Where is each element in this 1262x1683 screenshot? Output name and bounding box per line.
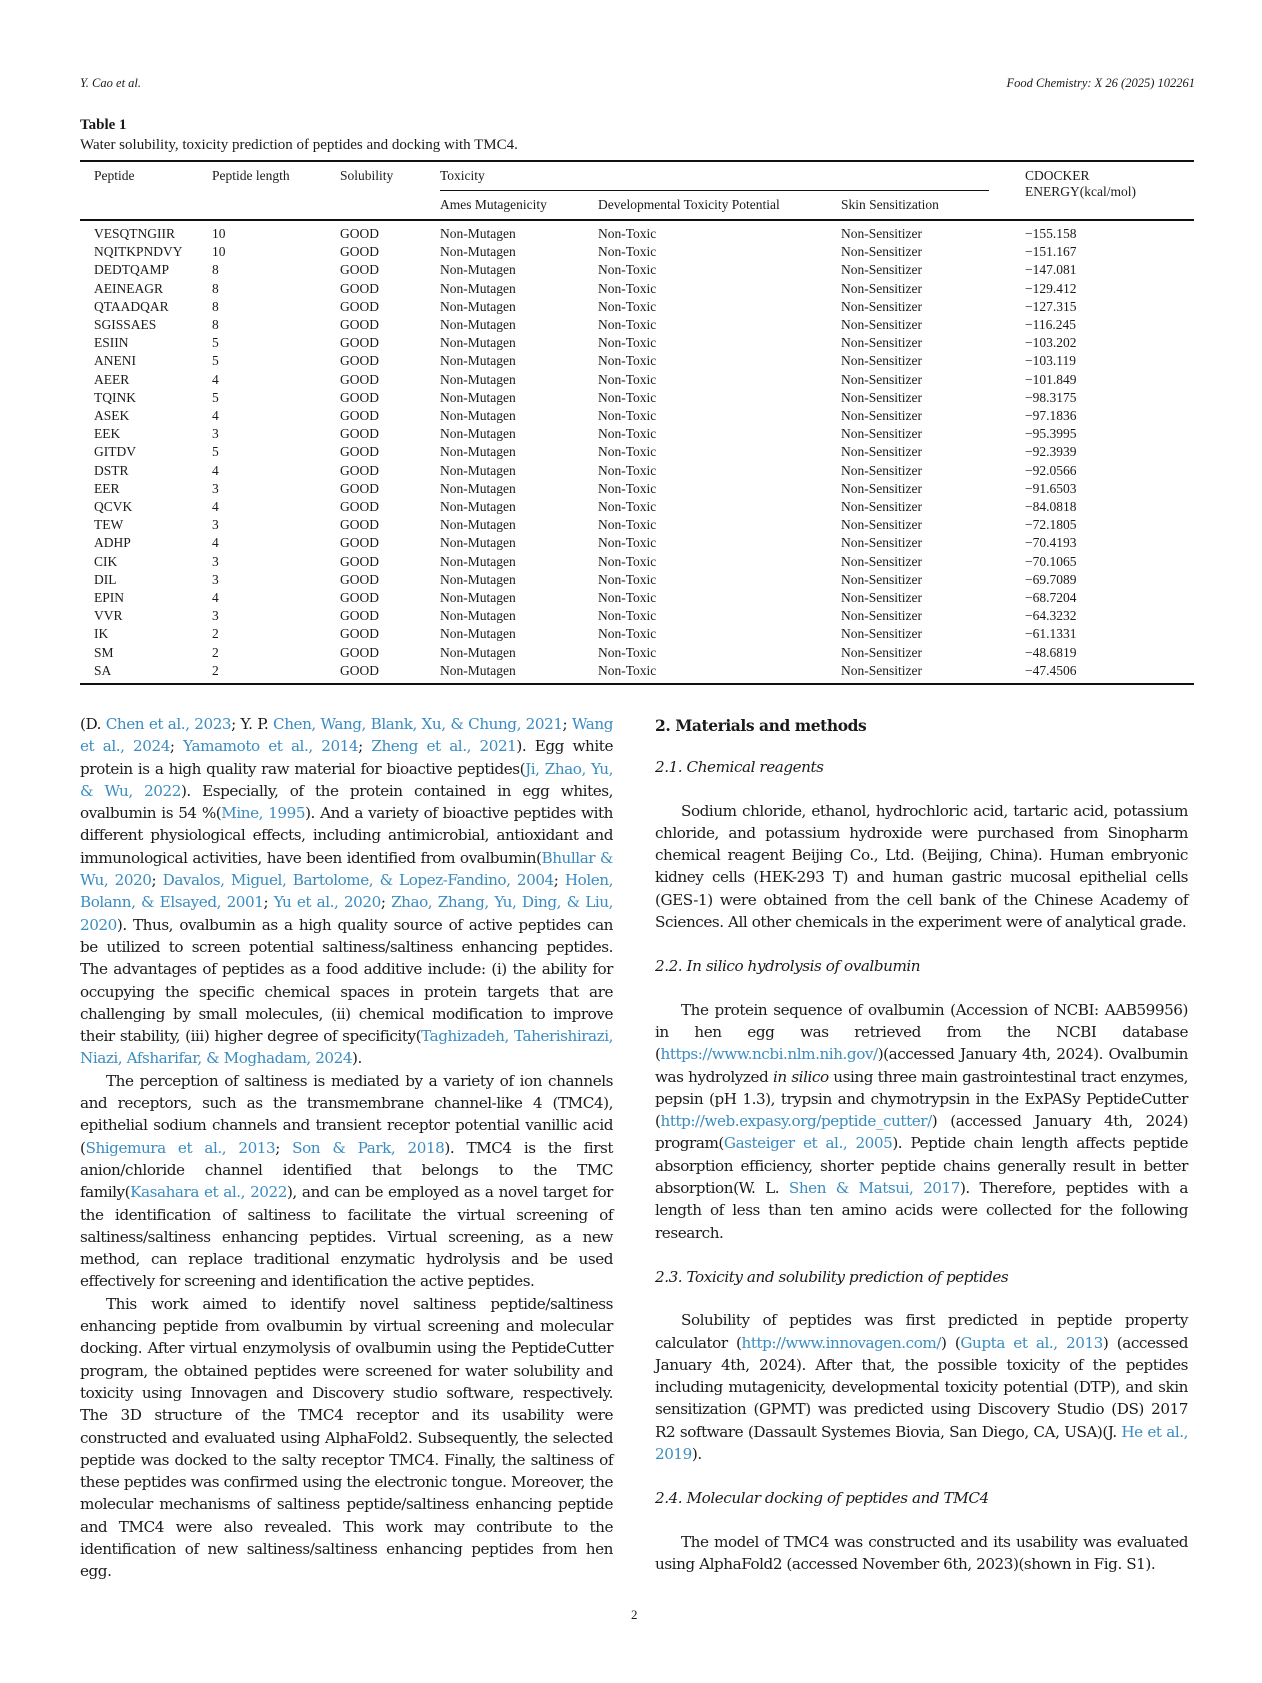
cell-ames: Non-Mutagen xyxy=(440,626,516,642)
cell-cdocker: −129.412 xyxy=(1025,280,1077,296)
cell-ames: Non-Mutagen xyxy=(440,662,598,684)
text-run: ). Therefore, peptides with a length of less than ten amino acids were collected for the following research. xyxy=(655,1179,1188,1242)
text-run: ; xyxy=(562,715,572,733)
cell-peptide: DEDTQAMP xyxy=(94,262,170,278)
text-run: The model of TMC4 was constructed and its usability was evaluated using AlphaFold2 (accessed November 6th, 2023)(shown in Fig. S1). xyxy=(655,1532,1188,1573)
cell-length: 4 xyxy=(212,590,219,606)
citation-link[interactable]: Gupta et al., 2013 xyxy=(960,1333,1103,1352)
table-row xyxy=(80,644,1194,662)
cell-skin: Non-Sensitizer xyxy=(841,626,922,642)
left-column xyxy=(80,713,613,1583)
cell-peptide: NQITKPNDVY xyxy=(94,244,183,260)
cell-peptide: VESQTNGIIR xyxy=(94,226,175,241)
cell-ames: Non-Mutagen xyxy=(440,480,516,496)
intro-paragraph-1 xyxy=(80,713,613,1070)
citation-link[interactable]: http://web.expasy.org/peptide_cutter/ xyxy=(660,1112,932,1131)
cell-ames: Non-Mutagen xyxy=(440,499,516,515)
cell-ames: Non-Mutagen xyxy=(440,517,516,533)
cell-ames: Non-Mutagen xyxy=(440,535,516,551)
cell-solubility: GOOD xyxy=(340,389,379,405)
cell-solubility: GOOD xyxy=(340,317,379,333)
cell-dev-toxicity: Non-Toxic xyxy=(598,244,657,260)
cell-dev-toxicity: Non-Toxic xyxy=(598,408,657,424)
cell-solubility: GOOD xyxy=(340,590,379,606)
cell-peptide: ASEK xyxy=(94,408,130,424)
col-header-ames: Ames Mutagenicity xyxy=(440,191,598,221)
col-header-dev-toxicity: Developmental Toxicity Potential xyxy=(598,191,841,221)
table-row xyxy=(80,534,1194,552)
cell-length: 10 xyxy=(212,226,226,241)
citation-link[interactable]: Zhao, Zhang, Yu, Ding, & Liu, 2020 xyxy=(80,893,614,934)
cell-solubility: GOOD xyxy=(340,262,379,278)
table-row xyxy=(80,607,1194,625)
cell-dev-toxicity: Non-Toxic xyxy=(598,353,657,369)
cell-skin: Non-Sensitizer xyxy=(841,462,922,478)
intro-paragraph-2 xyxy=(80,1070,613,1293)
cell-ames: Non-Mutagen xyxy=(440,389,516,405)
cell-cdocker: −72.1805 xyxy=(1025,517,1077,533)
citation-link[interactable]: Chen, Wang, Blank, Xu, & Chung, 2021 xyxy=(273,715,563,733)
cell-ames: Non-Mutagen xyxy=(440,644,516,660)
cell-skin: Non-Sensitizer xyxy=(841,353,922,369)
cell-ames: Non-Mutagen xyxy=(440,608,516,624)
table-row xyxy=(80,662,1194,684)
intro-paragraph-3 xyxy=(80,1293,613,1583)
cell-peptide: SGISSAES xyxy=(94,317,157,333)
text-run: ). TMC4 is the first anion/chloride channel identified that belongs to the TMC family( xyxy=(80,1138,613,1202)
cell-peptide: VVR xyxy=(94,608,123,624)
cell-dev-toxicity: Non-Toxic xyxy=(598,426,657,442)
text-run: ; Y. P. xyxy=(231,715,274,733)
cell-dev-toxicity: Non-Toxic xyxy=(598,262,657,278)
citation-link[interactable]: Mine, 1995 xyxy=(221,804,306,823)
col-header-solubility: Solubility xyxy=(340,161,440,220)
subsection-heading-2-4: 2.4. Molecular docking of peptides and TMC4 xyxy=(655,1489,989,1508)
cell-ames: Non-Mutagen xyxy=(440,371,516,387)
cell-ames: Non-Mutagen xyxy=(440,226,516,241)
text-run: This work aimed to identify novel saltiness peptide/saltiness enhancing peptide from ovalbumin by virtual screening and molecular docking. After virtual enzymolysis of ovalbumin using the PeptideCutter program, the obtained peptides were screened for water solubility and toxicity using Innovagen and Discovery studio software, respectively. The 3D structure of the TMC4 receptor and its usability were constructed and evaluated using AlphaFold2. Subsequently, the selected peptide was docked to the salty receptor TMC4. Finally, the saltiness of these peptides was confirmed using the electronic tongue. Moreover, the molecular mechanisms of saltiness peptide/saltiness enhancing peptide and TMC4 were also revealed. This work may contribute to the identification of new saltiness/saltiness enhancing peptides from hen egg. xyxy=(80,1294,613,1581)
table-row xyxy=(80,480,1194,498)
cell-cdocker: −48.6819 xyxy=(1025,644,1077,660)
citation-link[interactable]: Holen, Bolann, & Elsayed, 2001 xyxy=(80,871,613,912)
cell-cdocker: −92.3939 xyxy=(1025,444,1077,460)
table-row xyxy=(80,298,1194,316)
text-run: ) (accessed January 4th, 2024). After that, the possible toxicity of the peptides including mutagenicity, developmental toxicity potential (DTP), and skin sensitization (GPMT) was predicted using Discovery Studio (DS) 2017 R2 software (Dassault Systemes Biovia, San Diego, CA, USA)(J. xyxy=(655,1333,1188,1441)
cell-length: 5 xyxy=(212,335,219,351)
cell-solubility: GOOD xyxy=(340,226,379,241)
cell-cdocker: −101.849 xyxy=(1025,371,1077,387)
cell-cdocker: −95.3995 xyxy=(1025,426,1077,442)
cell-skin: Non-Sensitizer xyxy=(841,517,922,533)
cell-skin: Non-Sensitizer xyxy=(841,480,922,496)
cell-skin: Non-Sensitizer xyxy=(841,408,922,424)
cell-skin: Non-Sensitizer xyxy=(841,371,922,387)
table-row xyxy=(80,316,1194,334)
cell-dev-toxicity: Non-Toxic xyxy=(598,389,657,405)
cell-length: 2 xyxy=(212,626,219,642)
text-run: Solubility of peptides was first predicted in peptide property calculator ( xyxy=(655,1311,1188,1352)
text-run: using three main gastrointestinal tract enzymes, pepsin (pH 1.3), trypsin and chymotrypsin in the ExPASy PeptideCutter ( xyxy=(655,1067,1189,1131)
cell-peptide: ANENI xyxy=(94,353,136,369)
cell-dev-toxicity: Non-Toxic xyxy=(598,280,657,296)
cell-solubility: GOOD xyxy=(340,280,379,296)
section-heading-materials: 2. Materials and methods xyxy=(655,716,867,735)
paragraph-molecular-docking xyxy=(655,1531,1188,1576)
cell-solubility: GOOD xyxy=(340,480,379,496)
cell-length: 4 xyxy=(212,535,219,551)
cell-solubility: GOOD xyxy=(340,553,379,569)
citation-link[interactable]: Shen & Matsui, 2017 xyxy=(788,1179,960,1198)
cell-cdocker: −151.167 xyxy=(1025,244,1077,260)
cell-peptide: GITDV xyxy=(94,444,136,460)
cell-ames: Non-Mutagen xyxy=(440,353,516,369)
table-description: Water solubility, toxicity prediction of peptides and docking with TMC4. xyxy=(80,137,518,153)
cell-solubility: GOOD xyxy=(340,353,379,369)
cell-solubility: GOOD xyxy=(340,662,440,684)
text-run: The perception of saltiness is mediated by a variety of ion channels and receptors, such as the transmembrane channel-like 4 (TMC4), epithelial sodium channels and transient receptor potential vanillic acid ( xyxy=(80,1071,613,1157)
cell-ames: Non-Mutagen xyxy=(440,426,516,442)
cell-ames: Non-Mutagen xyxy=(440,298,516,314)
citation-link[interactable]: Bhullar & Wu, 2020 xyxy=(80,848,613,890)
cell-cdocker: −103.202 xyxy=(1025,335,1077,351)
text-run: in silico xyxy=(772,1067,829,1086)
cell-solubility: GOOD xyxy=(340,335,379,351)
cell-length: 8 xyxy=(212,317,219,333)
text-run: )(accessed January 4th, 2024). Ovalbumin was hydrolyzed xyxy=(655,1045,1188,1086)
col-header-peptide: Peptide xyxy=(80,161,212,220)
citation-link[interactable]: Shigemura et al., 2013 xyxy=(85,1138,276,1157)
cell-length: 3 xyxy=(212,480,219,496)
col-header-toxicity: Toxicity xyxy=(440,161,989,191)
cell-length: 4 xyxy=(212,371,219,387)
cell-skin: Non-Sensitizer xyxy=(841,226,922,241)
citation-link[interactable]: http://www.innovagen.com/ xyxy=(741,1333,942,1352)
cell-peptide: AEINEAGR xyxy=(94,280,163,296)
cell-cdocker: −103.119 xyxy=(1025,353,1076,369)
cell-solubility: GOOD xyxy=(340,371,379,387)
cell-cdocker: −97.1836 xyxy=(1025,408,1077,424)
cell-ames: Non-Mutagen xyxy=(440,444,516,460)
cell-cdocker: −61.1331 xyxy=(1025,626,1077,642)
cell-solubility: GOOD xyxy=(340,644,379,660)
table-label: Table 1 xyxy=(80,117,127,133)
cell-peptide: DSTR xyxy=(94,462,129,478)
citation-link[interactable]: https://www.ncbi.nlm.nih.gov/ xyxy=(660,1045,878,1064)
cell-skin: Non-Sensitizer xyxy=(841,298,922,314)
cell-skin: Non-Sensitizer xyxy=(841,280,922,296)
text-run: ). xyxy=(691,1445,702,1464)
cell-peptide: TQINK xyxy=(94,389,136,405)
cell-skin: Non-Sensitizer xyxy=(841,590,922,606)
cell-length: 5 xyxy=(212,444,219,460)
cell-solubility: GOOD xyxy=(340,408,379,424)
cell-skin: Non-Sensitizer xyxy=(841,535,922,551)
cell-solubility: GOOD xyxy=(340,244,379,260)
cell-cdocker: −69.7089 xyxy=(1025,571,1077,587)
cell-peptide: QCVK xyxy=(94,499,133,515)
cell-cdocker: −116.245 xyxy=(1025,317,1076,333)
cell-cdocker: −68.7204 xyxy=(1025,590,1077,606)
cell-dev-toxicity: Non-Toxic xyxy=(598,371,657,387)
cell-dev-toxicity: Non-Toxic xyxy=(598,462,657,478)
cell-peptide: AEER xyxy=(94,371,130,387)
cell-ames: Non-Mutagen xyxy=(440,590,516,606)
cell-cdocker: −155.158 xyxy=(1025,226,1077,241)
text-run: ). Thus, ovalbumin as a high quality source of active peptides can be utilized to screen potential saltiness/saltiness enhancing peptides. The advantages of peptides as a food additive include: (i) the ability for occupying the specific chemical spaces in protein targets that are challenging by small molecules, (ii) chemical modification to improve their stability, (iii) higher degree of specificity( xyxy=(80,915,613,1046)
cell-dev-toxicity: Non-Toxic xyxy=(598,317,657,333)
cell-length: 8 xyxy=(212,298,219,314)
citation-link[interactable]: Yamamoto et al., 2014 xyxy=(183,737,359,756)
citation-link[interactable]: Davalos, Miguel, Bartolome, & Lopez-Fandino, 2004 xyxy=(162,871,554,890)
cell-cdocker: −70.4193 xyxy=(1025,535,1077,551)
cell-skin: Non-Sensitizer xyxy=(841,608,922,624)
cell-peptide: IK xyxy=(94,626,109,642)
text-run: ). Peptide chain length affects peptide absorption efficiency, shorter peptide chains generally result in better absorption(W. L. xyxy=(655,1134,1188,1198)
cell-dev-toxicity: Non-Toxic xyxy=(598,553,657,569)
citation-link[interactable]: Chen et al., 2023 xyxy=(105,715,232,733)
cell-dev-toxicity: Non-Toxic xyxy=(598,590,657,606)
table-row xyxy=(80,553,1194,571)
page-number: 2 xyxy=(631,1607,638,1622)
text-run: ; xyxy=(151,871,163,890)
text-run: ). Especially, of the protein contained in egg whites, ovalbumin is 54 %( xyxy=(80,781,613,823)
subsection-heading-2-1: 2.1. Chemical reagents xyxy=(655,758,824,777)
cell-peptide: CIK xyxy=(94,553,118,569)
cell-solubility: GOOD xyxy=(340,298,379,314)
cell-cdocker: −127.315 xyxy=(1025,298,1077,314)
cell-length: 2 xyxy=(212,644,219,660)
peptide-table xyxy=(80,160,1194,685)
table-row xyxy=(80,407,1194,425)
cell-length: 3 xyxy=(212,553,219,569)
cell-peptide: QTAADQAR xyxy=(94,298,169,314)
cell-length: 4 xyxy=(212,462,219,478)
cell-solubility: GOOD xyxy=(340,444,379,460)
citation-link[interactable]: Ji, Zhao, Yu, & Wu, 2022 xyxy=(80,759,613,800)
text-run: ). And a variety of bioactive peptides with different physiological effects, including antimicrobial, antioxidant and immunological activities, have been identified from ovalbumin( xyxy=(80,804,613,867)
cell-ames: Non-Mutagen xyxy=(440,553,516,569)
cell-length: 8 xyxy=(212,262,219,278)
running-header-authors: Y. Cao et al. xyxy=(80,76,142,90)
cell-peptide: EEK xyxy=(94,426,121,442)
text-run: The protein sequence of ovalbumin (Accession of NCBI: AAB59956) in hen egg was retrieved from the NCBI database ( xyxy=(655,1000,1188,1064)
table-row xyxy=(80,334,1194,352)
table-row xyxy=(80,571,1194,589)
cell-skin: Non-Sensitizer xyxy=(841,553,922,569)
col-header-skin: Skin Sensitization xyxy=(841,191,989,221)
cell-length: 3 xyxy=(212,608,219,624)
citation-link[interactable]: Kasahara et al., 2022 xyxy=(130,1183,287,1202)
cell-cdocker: −147.081 xyxy=(1025,262,1077,278)
text-run: ; xyxy=(380,893,392,912)
cell-dev-toxicity: Non-Toxic xyxy=(598,571,657,587)
text-run: ; xyxy=(263,893,274,912)
cell-peptide: SA xyxy=(80,662,212,684)
cell-cdocker: −91.6503 xyxy=(1025,480,1077,496)
citation-link[interactable]: Son & Park, 2018 xyxy=(292,1138,445,1157)
cell-solubility: GOOD xyxy=(340,571,379,587)
cell-peptide: TEW xyxy=(94,517,124,533)
cell-skin: Non-Sensitizer xyxy=(841,662,989,684)
text-run: ). xyxy=(352,1049,362,1068)
cell-peptide: EER xyxy=(94,480,120,496)
cell-skin: Non-Sensitizer xyxy=(841,317,922,333)
cell-cdocker: −47.4506 xyxy=(989,662,1194,684)
table-row xyxy=(80,371,1194,389)
paragraph-toxicity-solubility xyxy=(655,1309,1188,1465)
paragraph-chemical-reagents xyxy=(655,800,1188,934)
text-run: Sodium chloride, ethanol, hydrochloric acid, tartaric acid, potassium chloride, and potassium hydroxide were purchased from Sinopharm chemical reagent Beijing Co., Ltd. (Beijing, China). Human embryonic kidney cells (HEK-293 T) and human gastric mucosal epithelial cells (GES-1) were obtained from the cell bank of the Chinese Academy of Sciences. All other chemicals in the experiment were of analytical grade. xyxy=(655,801,1188,932)
table-row xyxy=(80,280,1194,298)
cell-ames: Non-Mutagen xyxy=(440,317,516,333)
cell-ames: Non-Mutagen xyxy=(440,335,516,351)
table-row xyxy=(80,589,1194,607)
cell-peptide: SM xyxy=(94,644,114,660)
cell-dev-toxicity: Non-Toxic xyxy=(598,517,657,533)
cell-ames: Non-Mutagen xyxy=(440,571,516,587)
cell-peptide: ESIIN xyxy=(94,335,129,351)
citation-link[interactable]: Yu et al., 2020 xyxy=(273,893,381,912)
cell-skin: Non-Sensitizer xyxy=(841,571,922,587)
cell-ames: Non-Mutagen xyxy=(440,408,516,424)
cell-length: 8 xyxy=(212,280,219,296)
text-run: ; xyxy=(553,871,565,890)
cell-peptide: ADHP xyxy=(94,535,131,551)
text-run: ; xyxy=(169,737,184,756)
table-row xyxy=(80,220,1194,243)
running-header-journal: Food Chemistry: X 26 (2025) 102261 xyxy=(1006,76,1195,90)
cell-solubility: GOOD xyxy=(340,499,379,515)
citation-link[interactable]: Taghizadeh, Taherishirazi, Niazi, Afsharifar, & Moghadam, 2024 xyxy=(80,1027,613,1068)
subsection-heading-2-2: 2.2. In silico hydrolysis of ovalbumin xyxy=(655,957,921,976)
right-column xyxy=(655,713,1188,1575)
citation-link[interactable]: He et al., 2019 xyxy=(655,1422,1188,1464)
cell-solubility: GOOD xyxy=(340,517,379,533)
table-row xyxy=(80,516,1194,534)
cell-skin: Non-Sensitizer xyxy=(841,335,922,351)
col-header-cdocker: CDOCKER ENERGY(kcal/mol) xyxy=(989,161,1194,220)
cell-peptide: DIL xyxy=(94,571,117,587)
citation-link[interactable]: Wang et al., 2024 xyxy=(80,715,613,756)
cell-length: 4 xyxy=(212,408,219,424)
table-row xyxy=(80,389,1194,407)
table-row xyxy=(80,443,1194,461)
cell-solubility: GOOD xyxy=(340,535,379,551)
cell-cdocker: −92.0566 xyxy=(1025,462,1077,478)
cell-dev-toxicity: Non-Toxic xyxy=(598,535,657,551)
cell-skin: Non-Sensitizer xyxy=(841,644,922,660)
cell-solubility: GOOD xyxy=(340,626,379,642)
cell-skin: Non-Sensitizer xyxy=(841,244,922,260)
cell-dev-toxicity: Non-Toxic xyxy=(598,480,657,496)
text-run: ) (accessed January 4th, 2024) program( xyxy=(655,1112,1188,1153)
cell-dev-toxicity: Non-Toxic xyxy=(598,444,657,460)
cell-length: 3 xyxy=(212,517,219,533)
table-row xyxy=(80,462,1194,480)
table-row xyxy=(80,261,1194,279)
cell-cdocker: −98.3175 xyxy=(1025,389,1077,405)
cell-cdocker: −84.0818 xyxy=(1025,499,1077,515)
paragraph-in-silico-hydrolysis xyxy=(655,999,1188,1244)
cell-dev-toxicity: Non-Toxic xyxy=(598,608,657,624)
table-row xyxy=(80,352,1194,370)
cell-dev-toxicity: Non-Toxic xyxy=(598,499,657,515)
subsection-heading-2-3: 2.3. Toxicity and solubility prediction of peptides xyxy=(655,1267,1009,1286)
text-run: ; xyxy=(358,737,372,756)
table-body xyxy=(80,220,1194,684)
cell-length: 3 xyxy=(212,571,219,587)
table-row xyxy=(80,243,1194,261)
cell-dev-toxicity: Non-Toxic xyxy=(598,626,657,642)
cell-cdocker: −70.1065 xyxy=(1025,553,1077,569)
text-run: ). Egg white protein is a high quality raw material for bioactive peptides( xyxy=(80,737,613,778)
col-header-length: Peptide length xyxy=(212,161,340,220)
table-row xyxy=(80,498,1194,516)
cell-ames: Non-Mutagen xyxy=(440,280,516,296)
table-row xyxy=(80,425,1194,443)
cell-peptide: EPIN xyxy=(94,590,124,606)
cell-solubility: GOOD xyxy=(340,462,379,478)
cell-length: 2 xyxy=(212,662,340,684)
table-caption xyxy=(80,117,518,154)
cell-length: 5 xyxy=(212,389,219,405)
cell-dev-toxicity: Non-Toxic xyxy=(598,662,841,684)
cell-length: 4 xyxy=(212,499,219,515)
cell-dev-toxicity: Non-Toxic xyxy=(598,226,657,241)
cell-skin: Non-Sensitizer xyxy=(841,499,922,515)
cell-skin: Non-Sensitizer xyxy=(841,444,922,460)
table-row xyxy=(80,625,1194,643)
cell-dev-toxicity: Non-Toxic xyxy=(598,335,657,351)
text-run: ; xyxy=(275,1138,293,1157)
cell-solubility: GOOD xyxy=(340,426,379,442)
cell-solubility: GOOD xyxy=(340,608,379,624)
text-run: ), and can be employed as a novel target for the identification of saltiness to facilitate the virtual screening of saltiness/saltiness enhancing peptides. Virtual screening, as a new method, can replace traditional enzymatic hydrolysis and be used effectively for screening and identification the active peptides. xyxy=(80,1183,613,1291)
cell-skin: Non-Sensitizer xyxy=(841,389,922,405)
cell-length: 5 xyxy=(212,353,219,369)
cell-length: 10 xyxy=(212,244,226,260)
cell-cdocker: −64.3232 xyxy=(1025,608,1077,624)
cell-ames: Non-Mutagen xyxy=(440,244,516,260)
citation-link[interactable]: Zheng et al., 2021 xyxy=(371,737,517,756)
cell-ames: Non-Mutagen xyxy=(440,462,516,478)
cell-skin: Non-Sensitizer xyxy=(841,426,922,442)
text-run: (D. xyxy=(80,715,106,733)
cell-ames: Non-Mutagen xyxy=(440,262,516,278)
cell-dev-toxicity: Non-Toxic xyxy=(598,644,657,660)
text-run: ) ( xyxy=(941,1333,961,1352)
cell-skin: Non-Sensitizer xyxy=(841,262,922,278)
cell-length: 3 xyxy=(212,426,219,442)
citation-link[interactable]: Gasteiger et al., 2005 xyxy=(723,1134,893,1153)
cell-dev-toxicity: Non-Toxic xyxy=(598,298,657,314)
